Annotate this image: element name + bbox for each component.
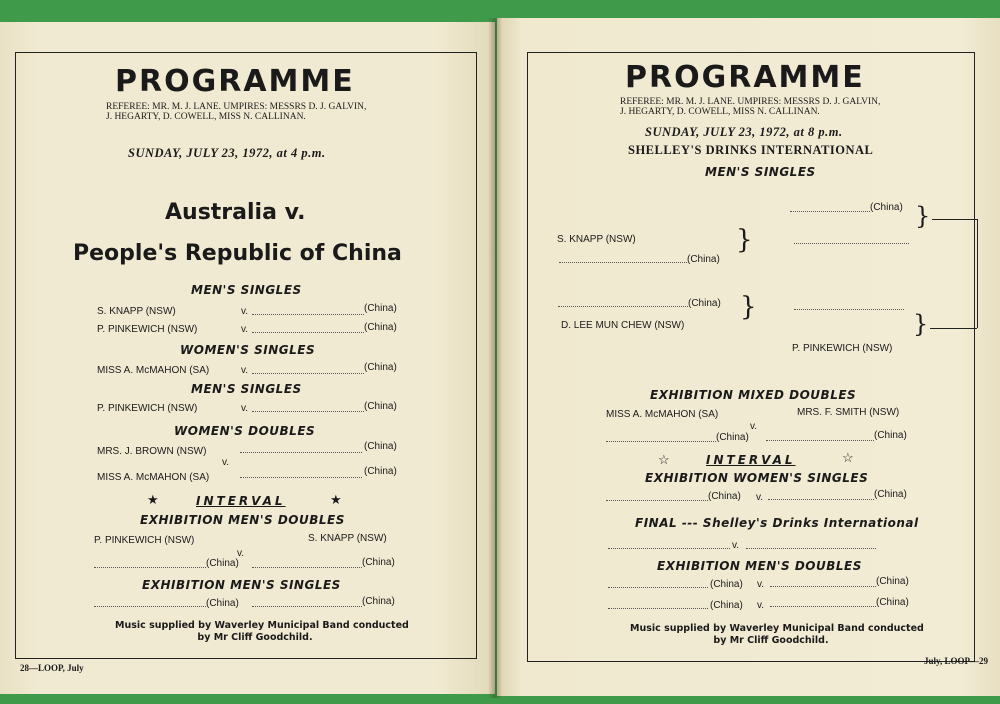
right-player-pinkewich: P. PINKEWICH (NSW) [792, 343, 893, 354]
blank-line [608, 608, 708, 609]
left-section-womens-doubles: WOMEN'S DOUBLES [174, 424, 316, 438]
bracket-brace: } [913, 310, 929, 338]
right-bracket-china: (China) [687, 254, 720, 265]
right-section-mens-singles: MEN'S SINGLES [705, 165, 816, 179]
blank-line [252, 411, 364, 412]
bracket-line [930, 328, 977, 329]
left-versus: v. [222, 457, 230, 468]
blank-line [768, 499, 874, 500]
bracket-line [977, 219, 978, 328]
blank-line [558, 306, 688, 307]
blank-line [790, 211, 870, 212]
blank-line [252, 606, 362, 607]
left-versus: v. [241, 403, 249, 414]
left-versus: v. [241, 365, 249, 376]
right-opponent-china: (China) [876, 597, 909, 608]
star-icon: ★ [330, 492, 342, 507]
star-icon: ☆ [658, 452, 670, 467]
book-gutter [488, 18, 502, 698]
right-bracket-china: (China) [688, 298, 721, 309]
blank-line [606, 441, 716, 442]
left-opponent-china: (China) [364, 466, 397, 477]
blank-line [606, 500, 708, 501]
right-player-smith: MRS. F. SMITH (NSW) [797, 407, 900, 418]
left-opponent-china: (China) [206, 598, 239, 609]
blank-line [559, 262, 687, 263]
left-officials-line-2: J. HEGARTY, D. COWELL, MISS N. CALLINAN. [106, 112, 306, 122]
left-interval: INTERVAL [196, 494, 286, 508]
left-player-knapp: S. KNAPP (NSW) [97, 306, 176, 317]
bracket-brace: } [736, 225, 753, 255]
right-player-knapp: S. KNAPP (NSW) [557, 234, 636, 245]
left-section-mens-singles-2: MEN'S SINGLES [191, 382, 302, 396]
match-headline-china: People's Republic of China [73, 241, 402, 266]
blank-line [252, 373, 364, 374]
right-section-exhibition-mens-doubles: EXHIBITION MEN'S DOUBLES [657, 559, 862, 573]
left-section-mens-singles: MEN'S SINGLES [191, 283, 302, 297]
left-opponent-china: (China) [364, 441, 397, 452]
right-versus: v. [750, 421, 758, 432]
right-session-date: SUNDAY, JULY 23, 1972, at 8 p.m. [645, 125, 843, 139]
blank-line [770, 586, 876, 587]
left-programme-title: PROGRAMME [115, 64, 355, 99]
left-music-line-2: by Mr Cliff Goodchild. [197, 632, 313, 643]
left-versus: v. [241, 306, 249, 317]
blank-line [608, 587, 708, 588]
right-opponent-china: (China) [874, 489, 907, 500]
right-versus: v. [732, 540, 740, 551]
match-headline-australia: Australia v. [165, 200, 306, 225]
blank-line [770, 606, 876, 607]
left-versus: v. [237, 548, 245, 559]
blank-line [252, 567, 362, 568]
left-player-brown: MRS. J. BROWN (NSW) [97, 446, 207, 457]
left-opponent-china: (China) [362, 596, 395, 607]
left-music-credit [115, 620, 409, 644]
left-music-line-1: Music supplied by Waverley Municipal Band conducted [115, 620, 409, 631]
right-officials-line-1: REFEREE: MR. M. J. LANE. UMPIRES: MESSRS D. J. GALVIN, [620, 97, 881, 107]
blank-line [794, 243, 909, 244]
right-opponent-china: (China) [708, 491, 741, 502]
star-icon: ★ [147, 492, 159, 507]
blank-line [252, 314, 364, 315]
right-section-exhibition-mixed: EXHIBITION MIXED DOUBLES [650, 388, 857, 402]
right-music-line-2: by Mr Cliff Goodchild. [713, 635, 829, 646]
left-versus: v. [241, 324, 249, 335]
left-opponent-china: (China) [364, 362, 397, 373]
left-page-folio: 28—LOOP, July [20, 663, 84, 673]
left-player-mcmahon: MISS A. McMAHON (SA) [97, 472, 210, 483]
left-opponent-china: (China) [362, 557, 395, 568]
right-opponent-china: (China) [716, 432, 749, 443]
bracket-brace: } [740, 292, 757, 322]
blank-line [608, 548, 730, 549]
left-player-pinkewich: P. PINKEWICH (NSW) [94, 535, 195, 546]
left-officials-line-1: REFEREE: MR. M. J. LANE. UMPIRES: MESSRS D. J. GALVIN, [106, 102, 367, 112]
right-bracket-china: (China) [870, 202, 903, 213]
blank-line [252, 332, 364, 333]
right-player-mcmahon: MISS A. McMAHON (SA) [606, 409, 719, 420]
left-player-mcmahon: MISS A. McMAHON (SA) [97, 365, 210, 376]
left-player-pinkewich: P. PINKEWICH (NSW) [97, 403, 198, 414]
right-opponent-china: (China) [710, 579, 743, 590]
right-interval: INTERVAL [706, 453, 796, 467]
blank-line [794, 309, 904, 310]
left-opponent-china: (China) [364, 401, 397, 412]
left-section-womens-singles: WOMEN'S SINGLES [180, 343, 316, 357]
left-player-knapp: S. KNAPP (NSW) [308, 533, 387, 544]
right-final-title: FINAL --- Shelley's Drinks International [635, 516, 919, 530]
left-opponent-china: (China) [364, 322, 397, 333]
right-music-line-1: Music supplied by Waverley Municipal Band conducted [630, 623, 924, 634]
right-officials-line-2: J. HEGARTY, D. COWELL, MISS N. CALLINAN. [620, 107, 820, 117]
left-opponent-china: (China) [364, 303, 397, 314]
star-icon: ☆ [842, 450, 854, 465]
blank-line [766, 440, 874, 441]
bracket-brace: } [915, 202, 931, 230]
left-player-pinkewich: P. PINKEWICH (NSW) [97, 324, 198, 335]
right-music-credit [630, 623, 924, 647]
right-section-exhibition-womens: EXHIBITION WOMEN'S SINGLES [645, 471, 869, 485]
right-opponent-china: (China) [876, 576, 909, 587]
right-versus: v. [757, 579, 765, 590]
right-programme-title: PROGRAMME [625, 60, 865, 95]
right-opponent-china: (China) [874, 430, 907, 441]
blank-line [94, 606, 206, 607]
left-section-exhibition-mens-singles: EXHIBITION MEN'S SINGLES [142, 578, 341, 592]
right-page-folio: July, LOOP—29 [924, 656, 989, 666]
blank-line [746, 548, 876, 549]
right-opponent-china: (China) [710, 600, 743, 611]
blank-line [240, 477, 362, 478]
left-session-date: SUNDAY, JULY 23, 1972, at 4 p.m. [128, 146, 326, 160]
left-section-exhibition-mens-doubles: EXHIBITION MEN'S DOUBLES [140, 513, 345, 527]
blank-line [240, 452, 362, 453]
left-opponent-china: (China) [206, 558, 239, 569]
right-versus: v. [757, 600, 765, 611]
blank-line [94, 567, 206, 568]
right-player-lee: D. LEE MUN CHEW (NSW) [561, 320, 685, 331]
right-sponsor-title: SHELLEY'S DRINKS INTERNATIONAL [628, 143, 874, 157]
bracket-line [932, 219, 977, 220]
right-versus: v. [756, 492, 764, 503]
